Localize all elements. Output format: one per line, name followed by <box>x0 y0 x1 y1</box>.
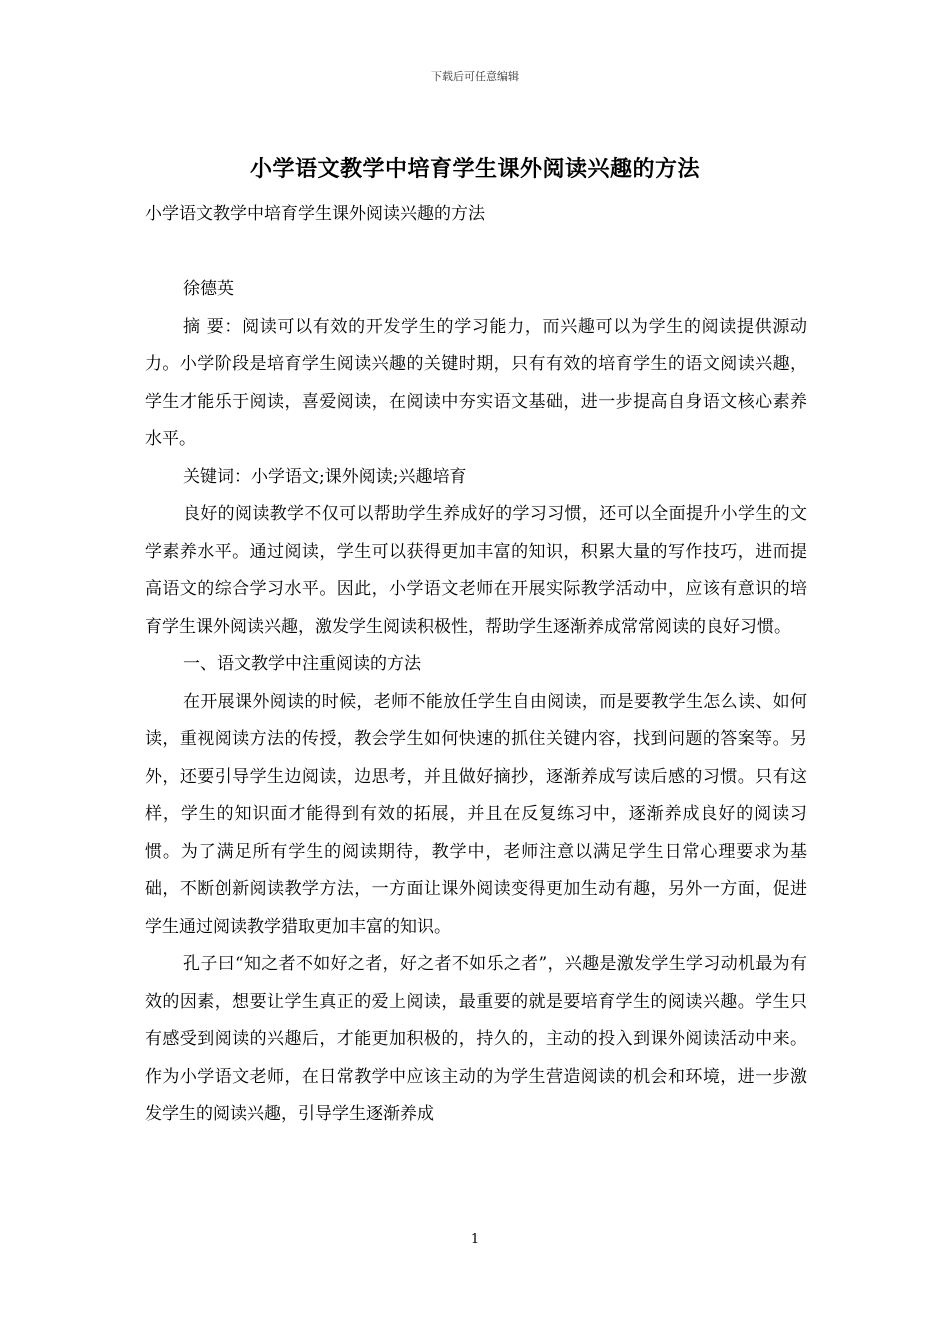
keywords-line: 关键词：小学语文;课外阅读;兴趣培育 <box>183 466 467 487</box>
document-body <box>145 196 807 1134</box>
page-header: 下载后可任意编辑 <box>431 70 519 83</box>
section-heading: 一、语文教学中注重阅读的方法 <box>183 654 421 674</box>
body-paragraph: 在开展课外阅读的时候，老师不能放任学生自由阅读，而是要教学生怎么读、如何读，重视阅读方法的传授，教会学生如何快速的抓住关键内容，找到问题的答案等。另外，还要引导学生边阅读，边思考，并且做好摘抄，逐渐养成写读后感的习惯。只有这样，学生的知识面才能得到有效的拓展，并且在反复练习中，逐渐养成良好的阅读习惯。为了满足所有学生的阅读期待，教学中，老师注意以满足学生日常心理要求为基础，不断创新阅读教学方法，一方面让课外阅读变得更加生动有趣，另外一方面，促进学生通过阅读教学猎取更加丰富的知识。 <box>145 691 807 937</box>
document-subtitle: 小学语文教学中培育学生课外阅读兴趣的方法 <box>145 204 485 224</box>
intro-paragraph: 良好的阅读教学不仅可以帮助学生养成好的学习习惯，还可以全面提升小学生的文学素养水平。通过阅读，学生可以获得更加丰富的知识，积累大量的写作技巧，进而提高语文的综合学习水平。因此，小学语文老师在开展实际教学活动中，应该有意识的培育学生课外阅读兴趣，激发学生阅读积极性，帮助学生逐渐养成常常阅读的良好习惯。 <box>145 504 807 637</box>
abstract-paragraph: 摘 要：阅读可以有效的开发学生的学习能力，而兴趣可以为学生的阅读提供源动力。小学阶段是培育学生阅读兴趣的关键时期，只有有效的培育学生的语文阅读兴趣，学生才能乐于阅读，喜爱阅读，在阅读中夯实语文基础，进一步提高自身语文核心素养水平。 <box>145 316 807 449</box>
body-paragraph: 孔子曰“知之者不如好之者，好之者不如乐之者”，兴趣是激发学生学习动机最为有效的因素，想要让学生真正的爱上阅读，最重要的就是要培育学生的阅读兴趣。学生只有感受到阅读的兴趣后，才能更加积极的，持久的，主动的投入到课外阅读活动中来。作为小学语文老师，在日常教学中应该主动的为学生营造阅读的机会和环境，进一步激发学生的阅读兴趣，引导学生逐渐养成 <box>145 954 807 1124</box>
author-name: 徐德英 <box>183 279 234 299</box>
page-number: 1 <box>470 1232 480 1247</box>
document-title: 小学语文教学中培育学生课外阅读兴趣的方法 <box>249 156 700 182</box>
